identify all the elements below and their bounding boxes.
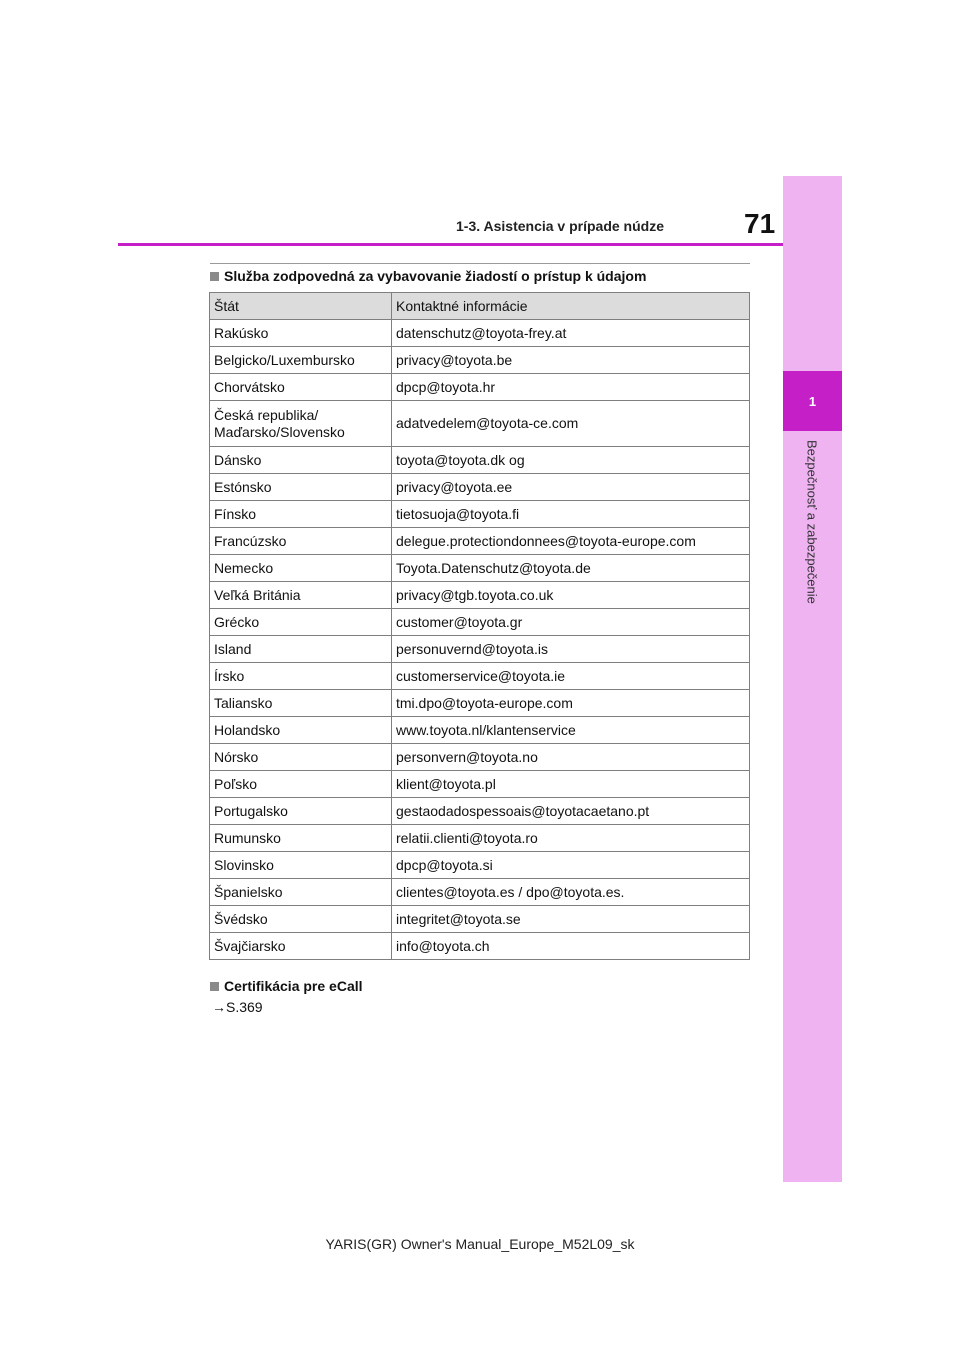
table-row [210, 771, 750, 798]
contact-cell: relatii.clienti@toyota.ro [392, 825, 750, 852]
section-heading-ecall [210, 978, 363, 994]
section-title: 1-3. Asistencia v prípade núdze [456, 218, 664, 234]
table-row [210, 609, 750, 636]
contact-cell: personvern@toyota.no [392, 744, 750, 771]
contact-table [209, 292, 750, 960]
country-cell: Chorvátsko [210, 374, 392, 401]
contact-cell: privacy@toyota.ee [392, 474, 750, 501]
table-row [210, 447, 750, 474]
contact-cell: personuvernd@toyota.is [392, 636, 750, 663]
table-row [210, 879, 750, 906]
country-cell: Česká republika/ Maďarsko/Slovensko [210, 401, 392, 447]
contact-cell: Toyota.Datenschutz@toyota.de [392, 555, 750, 582]
table-row [210, 663, 750, 690]
country-cell: Slovinsko [210, 852, 392, 879]
country-cell: Írsko [210, 663, 392, 690]
contact-cell: info@toyota.ch [392, 933, 750, 960]
table-header-row [210, 293, 750, 320]
table-row [210, 636, 750, 663]
contact-cell: dpcp@toyota.hr [392, 374, 750, 401]
table-body [210, 320, 750, 960]
country-cell: Holandsko [210, 717, 392, 744]
chapter-label: Bezpečnosť a zabezpečenie [804, 440, 820, 604]
page-number: 71 [744, 208, 776, 239]
table-row [210, 690, 750, 717]
country-cell: Švédsko [210, 906, 392, 933]
square-bullet-icon [210, 272, 219, 281]
table-row [210, 717, 750, 744]
country-cell: Belgicko/Luxembursko [210, 347, 392, 374]
country-cell: Island [210, 636, 392, 663]
contact-cell: adatvedelem@toyota-ce.com [392, 401, 750, 447]
country-cell: Nórsko [210, 744, 392, 771]
contact-cell: dpcp@toyota.si [392, 852, 750, 879]
column-header-country: Štát [210, 293, 392, 320]
header-divider [118, 243, 783, 246]
contact-cell: gestaodadospessoais@toyotacaetano.pt [392, 798, 750, 825]
country-cell: Španielsko [210, 879, 392, 906]
country-cell: Fínsko [210, 501, 392, 528]
table-row [210, 852, 750, 879]
country-cell: Dánsko [210, 447, 392, 474]
table-row [210, 474, 750, 501]
table-row [210, 528, 750, 555]
contact-cell: privacy@toyota.be [392, 347, 750, 374]
country-cell: Taliansko [210, 690, 392, 717]
contact-cell: delegue.protectiondonnees@toyota-europe.com [392, 528, 750, 555]
table-row [210, 501, 750, 528]
table-row [210, 798, 750, 825]
country-cell: Francúzsko [210, 528, 392, 555]
chapter-number: 1 [808, 393, 817, 409]
contact-cell: privacy@tgb.toyota.co.uk [392, 582, 750, 609]
contact-cell: clientes@toyota.es / dpo@toyota.es. [392, 879, 750, 906]
country-cell: Grécko [210, 609, 392, 636]
table-row [210, 825, 750, 852]
country-cell: Rakúsko [210, 320, 392, 347]
section-heading-data-access [210, 268, 646, 284]
country-cell: Veľká Británia [210, 582, 392, 609]
section-heading-text: Certifikácia pre eCall [224, 978, 363, 994]
contact-cell: tietosuoja@toyota.fi [392, 501, 750, 528]
column-header-contact: Kontaktné informácie [392, 293, 750, 320]
table-row [210, 555, 750, 582]
chapter-number-tab[interactable] [783, 371, 842, 431]
square-bullet-icon [210, 982, 219, 991]
table-row [210, 374, 750, 401]
contact-cell: customerservice@toyota.ie [392, 663, 750, 690]
country-cell: Portugalsko [210, 798, 392, 825]
chapter-side-tab [783, 176, 842, 1182]
table-row [210, 744, 750, 771]
footer-text: YARIS(GR) Owner's Manual_Europe_M52L09_sk [325, 1236, 635, 1252]
country-cell: Rumunsko [210, 825, 392, 852]
contact-cell: www.toyota.nl/klantenservice [392, 717, 750, 744]
section-divider [210, 263, 750, 264]
page-reference-link[interactable]: →S.369 [212, 999, 263, 1015]
table-row [210, 906, 750, 933]
table-row [210, 582, 750, 609]
contact-cell: klient@toyota.pl [392, 771, 750, 798]
contact-cell: toyota@toyota.dk og [392, 447, 750, 474]
country-cell: Estónsko [210, 474, 392, 501]
country-cell: Nemecko [210, 555, 392, 582]
section-heading-text: Služba zodpovedná za vybavovanie žiadostí o prístup k údajom [224, 268, 647, 284]
table-row [210, 320, 750, 347]
contact-cell: datenschutz@toyota-frey.at [392, 320, 750, 347]
contact-cell: tmi.dpo@toyota-europe.com [392, 690, 750, 717]
contact-cell: integritet@toyota.se [392, 906, 750, 933]
table-row [210, 933, 750, 960]
country-cell: Švajčiarsko [210, 933, 392, 960]
table-row [210, 347, 750, 374]
table-row [210, 401, 750, 447]
contact-cell: customer@toyota.gr [392, 609, 750, 636]
country-cell: Poľsko [210, 771, 392, 798]
